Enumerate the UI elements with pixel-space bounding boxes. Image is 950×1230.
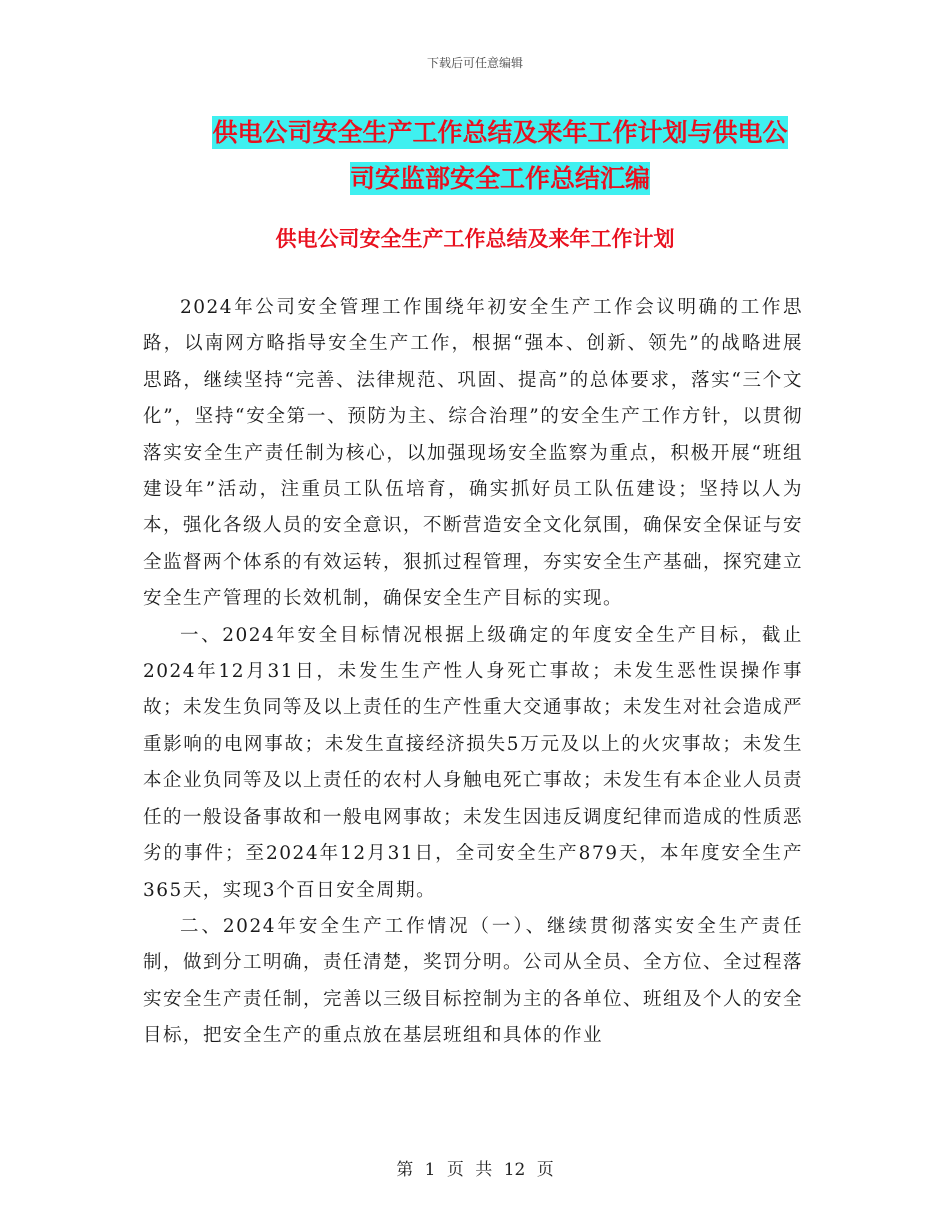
paragraph-safety-goals: 一、2024年安全目标情况根据上级确定的年度安全生产目标，截止2024年12月31日，未发生生产性人身死亡事故；未发生恶性误操作事故；未发生负同等及以上责任的生产性重大交通事故；未发生对社会造成严重影响的电网事故；未发生直接经济损失5万元及以上的火灾事故；未发生本企业负同等及以上责任的农村人身触电死亡事故；未发生有本企业人员责任的一般设备事故和一般电网事故；未发生因违反调度纪律而造成的性质恶劣的事件；至2024年12月31日，全司安全生产879天，本年度安全生产365天，实现3个百日安全周期。 [143,624,804,901]
document-body [143,290,803,1055]
document-title [150,110,850,202]
header-note: 下载后可任意编辑 [426,56,523,70]
section-title: 供电公司安全生产工作总结及来年工作计划 [275,227,675,251]
document-title-line-1: 供电公司安全生产工作总结及来年工作计划与供电公 [212,118,788,147]
document-title-line-2: 司安监部安全工作总结汇编 [349,164,650,193]
page-number: 第 1 页 共 12 页 [396,1160,554,1180]
paragraph-safety-work: 二、2024年安全生产工作情况（一）、继续贯彻落实安全生产责任制，做到分工明确，责任清楚，奖罚分明。公司从全员、全方位、全过程落实安全生产责任制，完善以三级目标控制为主的各单位、班组及个人的安全目标，把安全生产的重点放在基层班组和具体的作业 [143,915,804,1047]
paragraph-intro: 2024年公司安全管理工作围绕年初安全生产工作会议明确的工作思路，以南网方略指导安全生产工作，根据“强本、创新、领先”的战略进展思路，继续坚持“完善、法律规范、巩固、提高”的总体要求，落实“三个文化”，坚持“安全第一、预防为主、综合治理”的安全生产工作方针，以贯彻落实安全生产责任制为核心，以加强现场安全监察为重点，积极开展“班组建设年”活动，注重员工队伍培育，确实抓好员工队伍建设；坚持以人为本，强化各级人员的安全意识，不断营造安全文化氛围，确保安全保证与安全监督两个体系的有效运转，狠抓过程管理，夯实安全生产基础，探究建立安全生产管理的长效机制，确保安全生产目标的实现。 [143,297,804,610]
